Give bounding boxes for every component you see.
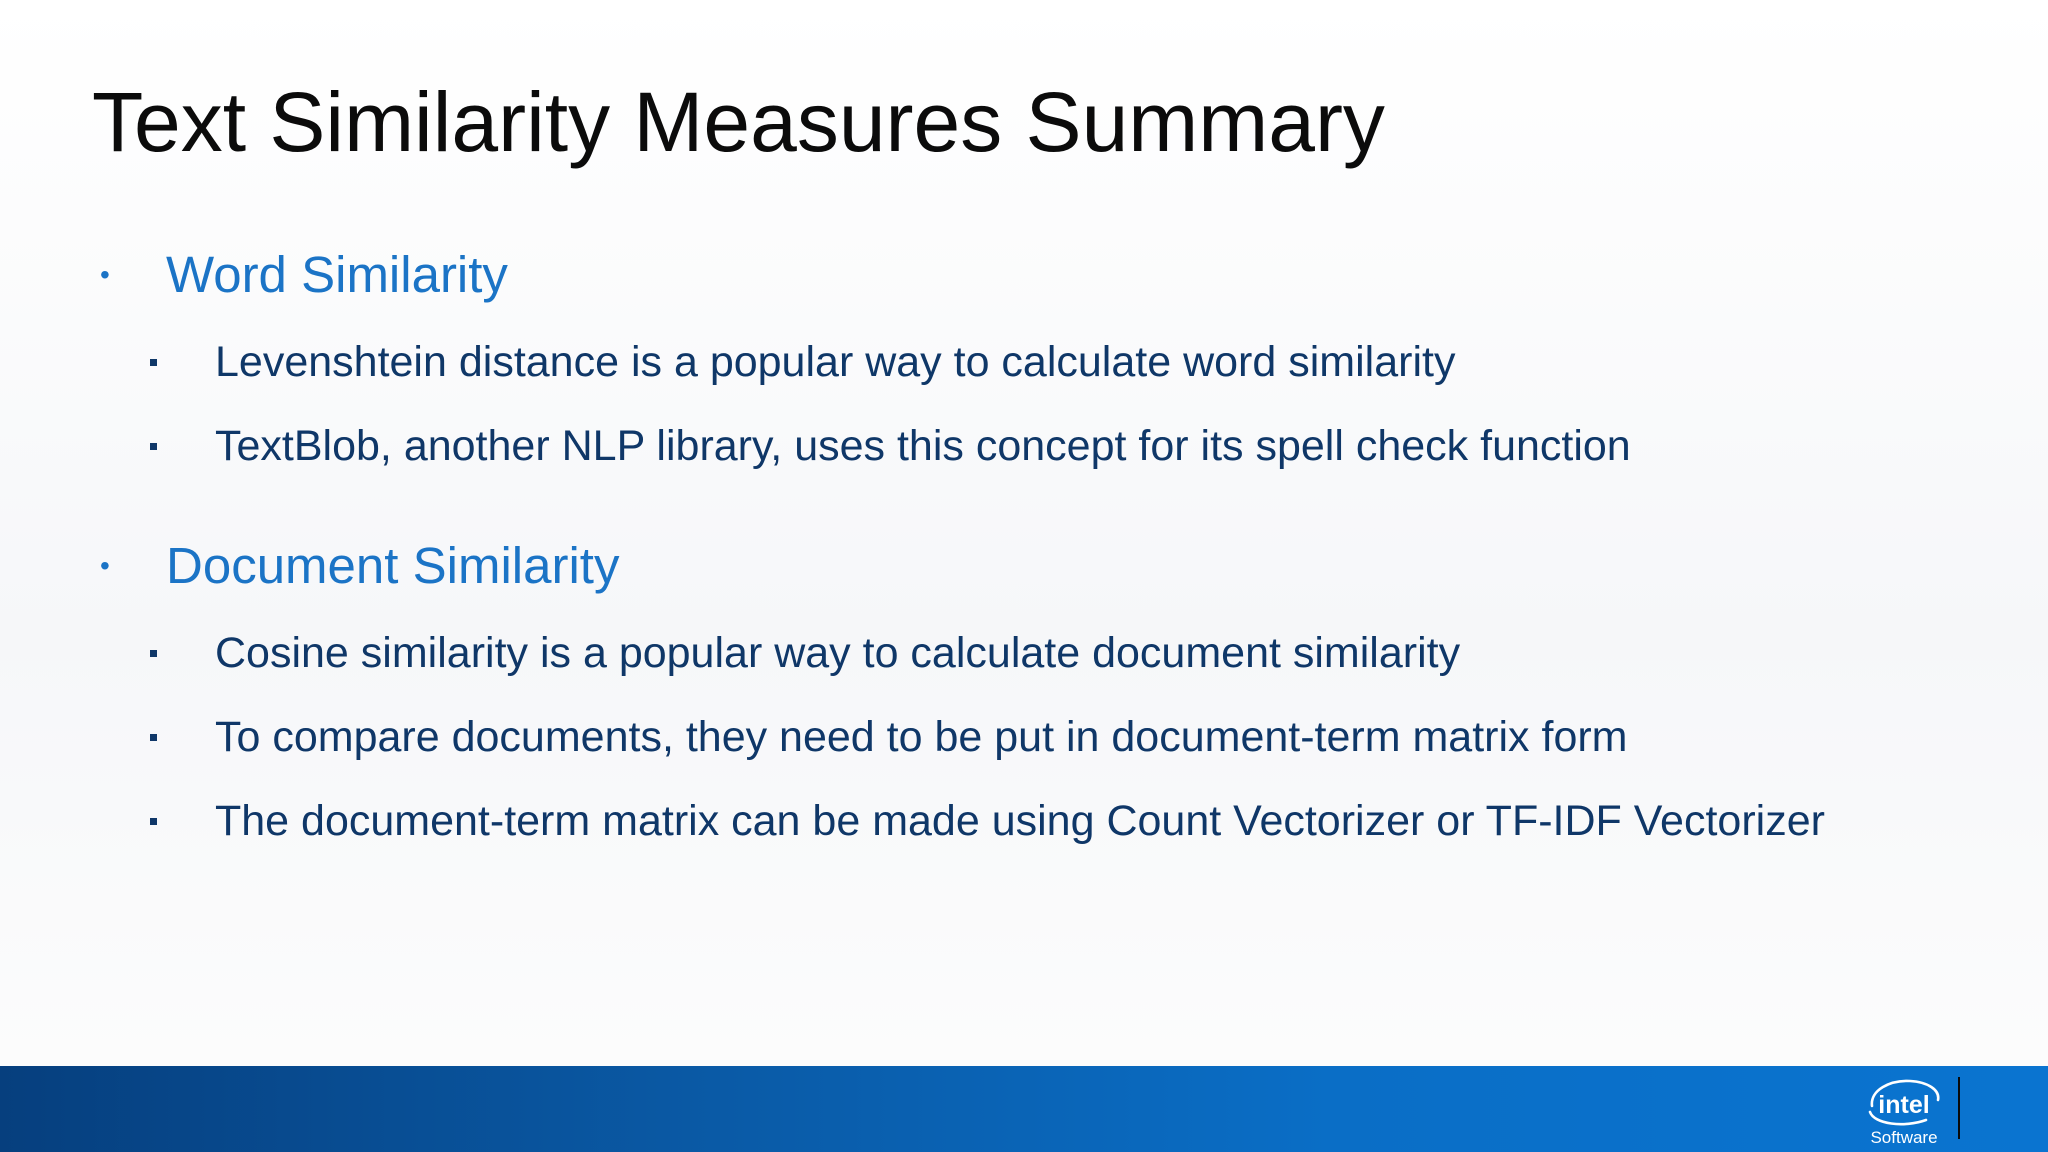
logo-subtext: Software <box>1870 1128 1938 1147</box>
bullet-text: The document-term matrix can be made using Count Vectorizer or TF-IDF Vectorizer <box>215 797 1825 845</box>
bullet-level1 <box>0 531 2048 601</box>
bullet-text: Levenshtein distance is a popular way to calculate word similarity <box>215 338 1456 386</box>
bullet-level2 <box>0 327 2048 397</box>
round-bullet-icon: • <box>100 259 110 290</box>
intel-logo-icon <box>1864 1076 1944 1128</box>
logo-wordmark: intel <box>1878 1091 1930 1119</box>
square-bullet-icon <box>150 650 157 657</box>
footer-bar <box>0 1066 2048 1152</box>
slide-title: Text Similarity Measures Summary <box>92 75 1385 169</box>
square-bullet-icon <box>150 818 157 825</box>
intel-logo <box>1864 1076 1956 1148</box>
bullet-level2 <box>0 786 2048 856</box>
logo-divider <box>1958 1077 1960 1139</box>
bullet-level2 <box>0 618 2048 688</box>
bullet-text: TextBlob, another NLP library, uses this concept for its spell check function <box>215 422 1631 470</box>
square-bullet-icon <box>150 359 157 366</box>
bullet-level2 <box>0 702 2048 772</box>
bullet-text: To compare documents, they need to be put in document-term matrix form <box>215 713 1628 761</box>
round-bullet-icon: • <box>100 550 110 581</box>
bullet-level2 <box>0 411 2048 481</box>
bullet-text: Cosine similarity is a popular way to calculate document similarity <box>215 629 1461 677</box>
section-heading: Document Similarity <box>166 537 620 594</box>
square-bullet-icon <box>150 734 157 741</box>
section-heading: Word Similarity <box>166 246 508 303</box>
square-bullet-icon <box>150 443 157 450</box>
bullet-level1 <box>0 240 2048 310</box>
